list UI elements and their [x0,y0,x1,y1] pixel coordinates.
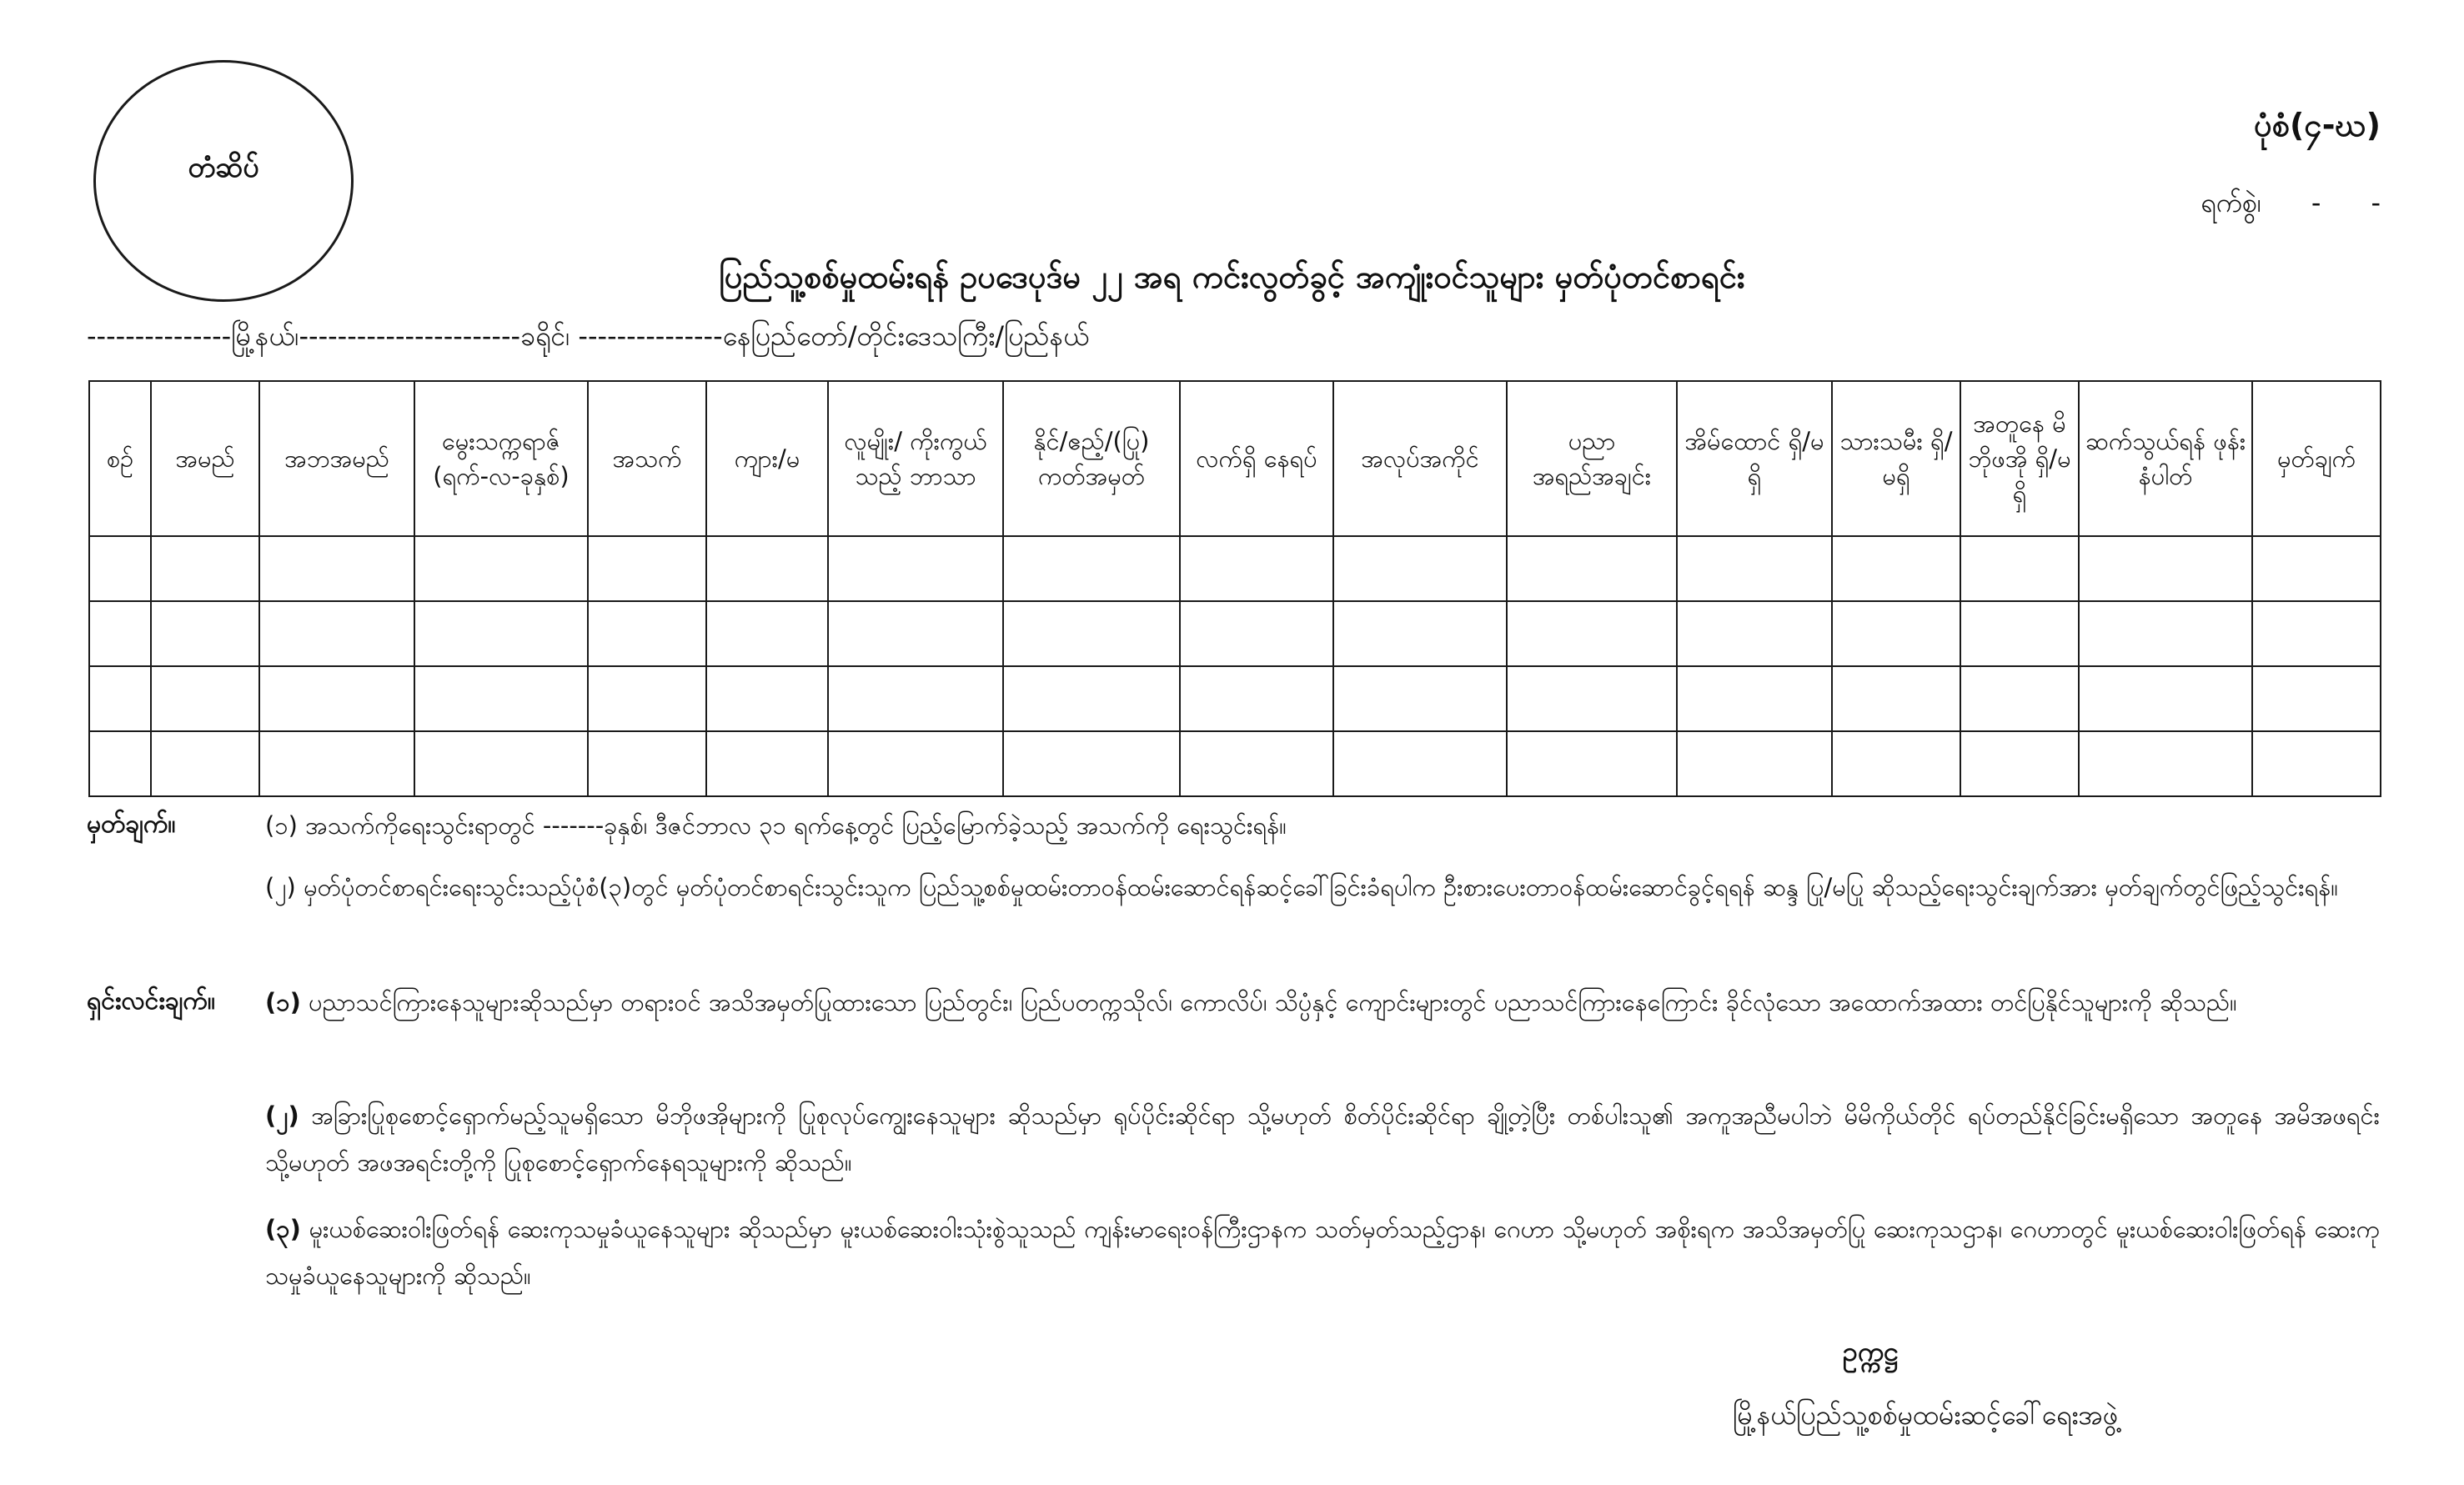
col-father-name: အဘအမည် [259,381,414,536]
explanation-number: (၁) [265,988,301,1016]
col-current-address: လက်ရှိ နေရပ် [1180,381,1333,536]
col-occupation: အလုပ်အကိုင် [1333,381,1507,536]
table-cell [1832,731,1960,796]
table-cell [414,601,588,666]
table-cell [1003,731,1180,796]
table-cell [828,666,1003,731]
table-cell [828,536,1003,601]
col-date-of-birth: မွေးသက္ကရာဇ် (ရက်-လ-ခုနှစ်) [414,381,588,536]
table-cell [2079,666,2252,731]
table-cell [588,536,706,601]
col-elderly-parents: အတူနေ မိဘိုဖအို ရှိ/မရှိ [1960,381,2079,536]
table-cell [1507,731,1677,796]
explanation-number: (၃) [265,1215,301,1243]
table-cell [2252,666,2381,731]
table-cell [1960,601,2079,666]
table-cell [1003,666,1180,731]
table-header-row [89,381,2381,536]
table-cell [259,666,414,731]
signature-title: ဥက္ကဋ္ဌ [1843,1336,1899,1367]
note-item-1: (၁) အသက်ကိုရေးသွင်းရာတွင် -------ခုနှစ်၊ ဒီဇင်ဘာလ ၃၁ ရက်နေ့တွင် ပြည့်မြောက်ခဲ့သည့် အသက်ကို ရေးသွင်းရန်။ [265,811,1287,840]
signature-body: မြို့နယ်ပြည်သူ့စစ်မှုထမ်းဆင့်ခေါ်ရေးအဖွဲ့ [1733,1399,2119,1431]
table-cell [706,601,828,666]
table-cell [259,601,414,666]
table-cell [2252,601,2381,666]
col-education: ပညာ အရည်အချင်း [1507,381,1677,536]
col-remarks: မှတ်ချက် [2252,381,2381,536]
table-cell [706,731,828,796]
col-gender: ကျား/မ [706,381,828,536]
col-ethnicity-religion: လူမျိုး/ ကိုးကွယ်သည့် ဘာသာ [828,381,1003,536]
explanation-item-2 [265,1092,2380,1186]
table-cell [1507,601,1677,666]
table-cell [1677,731,1832,796]
table-cell [2079,601,2252,666]
notes-label: မှတ်ချက်။ [87,810,176,839]
table-cell [151,601,259,666]
table-row [89,601,2381,666]
table-cell [259,731,414,796]
table-cell [151,536,259,601]
col-name: အမည် [151,381,259,536]
table-cell [706,536,828,601]
explanation-item-1 [265,979,2380,1026]
table-cell [1333,601,1507,666]
note-item-2: (၂) မှတ်ပုံတင်စာရင်းရေးသွင်းသည့်ပုံစံ(၃)တွင် မှတ်ပုံတင်စာရင်းသွင်းသူက ပြည်သူ့စစ်မှုထမ်းတာဝန်ထမ်းဆောင်ရန်ဆင့်ခေါ်ခြင်းခံရပါက ဦးစားပေးတာဝန်ထမ်းဆောင်ခွင့်ရရန် ဆန္ဒ ပြု/မပြု ဆိုသည့်ရေးသွင်းချက်အား မှတ်ချက်တွင်ဖြည့်သွင်းရန်။ [265,873,2339,901]
explanation-text: အခြားပြုစုစောင့်ရှောက်မည့်သူမရှိသော မိဘိုဖအိုများကို ပြုစုလုပ်ကျွေးနေသူများ ဆိုသည်မှာ ရုပ်ပိုင်းဆိုင်ရာ သို့မဟုတ် စိတ်ပိုင်းဆိုင်ရာ ချို့တဲ့ပြီး တစ်ပါးသူ၏ အကူအညီမပါဘဲ မိမိကိုယ်တိုင် ရပ်တည်နိုင်ခြင်းမရှိသော အတူနေ အမိအဖရင်း သို့မဟုတ် အဖအရင်းတို့ကို ပြုစုစောင့်ရှောက်နေရသူများကို ဆိုသည်။ [265,1101,2380,1176]
date-month-blank: - [2371,187,2381,218]
table-cell [1180,536,1333,601]
table-cell [588,731,706,796]
table-cell [2079,536,2252,601]
table-cell [1507,536,1677,601]
date-line [2201,185,2381,225]
table-cell [706,666,828,731]
explanation-item-3 [265,1206,2380,1299]
table-cell [1180,666,1333,731]
table-cell [1832,666,1960,731]
col-age: အသက် [588,381,706,536]
date-day-blank: - [2311,187,2321,218]
table-cell [1003,601,1180,666]
table-row [89,536,2381,601]
table-cell [2079,731,2252,796]
document-title: ပြည်သူ့စစ်မှုထမ်းရန် ဥပဒေပုဒ်မ ၂၂ အရ ကင်းလွတ်ခွင့် အကျုံးဝင်သူများ မှတ်ပုံတင်စာရင်း [719,258,1745,295]
table-cell [414,731,588,796]
col-serial: စဉ် [89,381,151,536]
explanation-text: ပညာသင်ကြားနေသူများဆိုသည်မှာ တရားဝင် အသိအမှတ်ပြုထားသော ပြည်တွင်း၊ ပြည်ပတက္ကသိုလ်၊ ကောလိပ်၊ သိပ္ပံနှင့် ကျောင်းများတွင် ပညာသင်ကြားနေကြောင်း ခိုင်လုံသော အထောက်အထား တင်ပြနိုင်သူများကို ဆိုသည်။ [309,988,2237,1016]
location-line: ---------------မြို့နယ်၊-----------------------ခရိုင်၊ ---------------နေပြည်တော်/တိုင်းဒေသကြီး/ပြည်နယ် [87,320,1090,352]
seal-label: တံဆိပ် [188,150,259,184]
table-cell [588,666,706,731]
table-cell [89,666,151,731]
explanations-label: ရှင်းလင်းချက်။ [87,986,215,1016]
date-label: ရက်စွဲ၊ [2201,187,2261,218]
register-table [88,380,2381,797]
table-cell [2252,731,2381,796]
table-cell [151,731,259,796]
table-row [89,731,2381,796]
table-cell [1832,536,1960,601]
table-cell [414,536,588,601]
explanation-number: (၂) [265,1101,299,1130]
form-number: ပုံစံ(၄-ဃ) [2254,107,2381,143]
table-cell [828,731,1003,796]
table-row [89,666,2381,731]
table-cell [151,666,259,731]
table-cell [89,536,151,601]
table-cell [259,536,414,601]
table-cell [1960,666,2079,731]
col-phone: ဆက်သွယ်ရန် ဖုန်းနံပါတ် [2079,381,2252,536]
table-cell [1677,536,1832,601]
table-cell [588,601,706,666]
table-cell [1832,601,1960,666]
table-cell [1960,536,2079,601]
table-cell [1677,601,1832,666]
col-card-number: နိုင်/ဧည့်/(ပြု) ကတ်အမှတ် [1003,381,1180,536]
table-cell [1180,601,1333,666]
table-cell [1333,536,1507,601]
table-cell [2252,536,2381,601]
table-cell [1333,731,1507,796]
table-cell [1180,731,1333,796]
table-cell [89,601,151,666]
table-cell [1960,731,2079,796]
table-cell [1333,666,1507,731]
table-cell [1677,666,1832,731]
table-cell [1507,666,1677,731]
table-cell [414,666,588,731]
col-children: သားသမီး ရှိ/မရှိ [1832,381,1960,536]
explanation-text: မူးယစ်ဆေးဝါးဖြတ်ရန် ဆေးကုသမှုခံယူနေသူများ ဆိုသည်မှာ မူးယစ်ဆေးဝါးသုံးစွဲသူသည် ကျန်းမာရေးဝန်ကြီးဌာနက သတ်မှတ်သည့်ဌာန၊ ဂေဟာ သို့မဟုတ် အစိုးရက အသိအမှတ်ပြု ဆေးကုသဌာန၊ ဂေဟာတွင် မူးယစ်ဆေးဝါးဖြတ်ရန် ဆေးကုသမှုခံယူနေသူများကို ဆိုသည်။ [265,1215,2381,1290]
table-cell [1003,536,1180,601]
table-cell [828,601,1003,666]
table-cell [89,731,151,796]
col-married: အိမ်ထောင် ရှိ/မရှိ [1677,381,1832,536]
